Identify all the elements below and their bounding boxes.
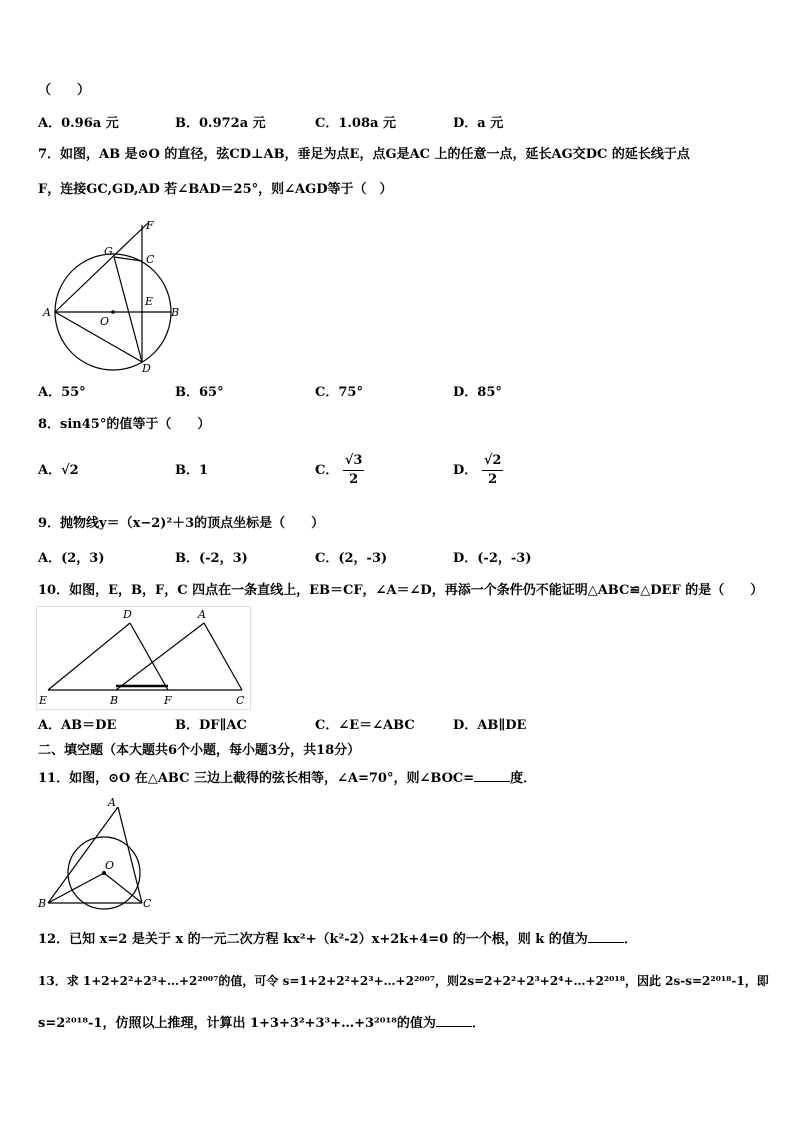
q9-stem: 9．抛物线y＝（x−2)²＋3的顶点坐标是（ ） <box>38 516 325 531</box>
q7-label-c: C <box>146 253 155 266</box>
q8-option-d: D． $\frac{√2}{2}$ <box>453 453 502 487</box>
q10-stem: 10．如图，E，B，F，C 四点在一条直线上，EB＝CF，∠A＝∠D，再添一个条件仍不能证明△ABC≌△DEF 的是（ ） <box>38 583 764 598</box>
section-heading: 二、填空题（本大题共6个小题，每小题3分，共18分） <box>38 743 361 758</box>
q9-option-b: B．(-2，3) <box>175 551 248 566</box>
q7-label-e: E <box>145 295 154 308</box>
q13-line1: 13．求 1+2+2²+2³+…+2²⁰⁰⁷的值，可令 s=1+2+2²+2³+…+2²⁰⁰⁷，则2s=2+2²+2³+2⁴+…+2²⁰¹⁸，因此 2s-s=2²⁰¹⁸-1，即 <box>38 974 769 988</box>
q11-label-b: B <box>38 897 47 910</box>
q12-stem: 12．已知 x=2 是关于 x 的一元二次方程 kx²+（k²-2）x+2k+4=0 的一个根，则 k 的值为 ． <box>38 932 637 947</box>
q10-option-b: B．DF∥AC <box>175 718 247 733</box>
q10-label-b: B <box>110 694 119 707</box>
q6-option-d: D．a 元 <box>453 116 504 131</box>
q7-label-f: F <box>146 219 154 232</box>
q10-figure <box>36 606 251 710</box>
q7-figure <box>38 215 188 375</box>
q7-label-a: A <box>43 306 51 319</box>
q10-label-e: E <box>39 694 48 707</box>
q7-option-c: C．75° <box>315 385 363 400</box>
q9-option-c: C．(2，-3) <box>315 551 388 566</box>
q11-stem: 11．如图，⊙O 在△ABC 三边上截得的弦长相等，∠A=70°，则∠BOC= 度． <box>38 771 537 786</box>
q11-label-c: C <box>143 897 152 910</box>
q8-option-b: B．1 <box>175 463 209 478</box>
q11-answer-blank <box>474 769 510 782</box>
q11-figure <box>36 795 156 915</box>
q11-label-o: O <box>105 859 115 872</box>
q8-option-a: A．√2 <box>38 463 79 478</box>
q7-option-b: B．65° <box>175 385 224 400</box>
q7-label-d: D <box>142 362 151 375</box>
q10-label-a: A <box>198 608 206 621</box>
q7-label-o: O <box>100 315 110 328</box>
q13-answer-blank <box>436 1014 472 1027</box>
q6-paren: （ ） <box>38 83 91 98</box>
q7-stem-line2: F，连接GC,GD,AD 若∠BAD＝25°，则∠AGD等于（ ） <box>38 182 393 197</box>
q10-label-f: F <box>164 694 172 707</box>
q10-label-c: C <box>236 694 245 707</box>
q9-option-d: D．(-2，-3) <box>453 551 532 566</box>
q7-option-d: D．85° <box>453 385 502 400</box>
q10-option-c: C．∠E＝∠ABC <box>315 718 415 733</box>
q8-stem: 8．sin45°的值等于（ ） <box>38 417 211 432</box>
q12-answer-blank <box>588 930 624 943</box>
q10-option-d: D．AB∥DE <box>453 718 527 733</box>
q13-line2: s=2²⁰¹⁸-1，仿照以上推理，计算出 1+3+3²+3³+…+3²⁰¹⁸的值为 ． <box>38 1016 485 1031</box>
q9-option-a: A．(2，3) <box>38 551 105 566</box>
q7-option-a: A．55° <box>38 385 86 400</box>
q10-label-d: D <box>123 608 132 621</box>
q6-option-b: B．0.972a 元 <box>175 116 266 131</box>
q8-option-c: C． $\frac{√3}{2}$ <box>315 453 363 487</box>
q10-option-a: A．AB＝DE <box>38 718 117 733</box>
q7-label-b: B <box>171 306 180 319</box>
q7-stem-line1: 7．如图，AB 是⊙O 的直径，弦CD⊥AB，垂足为点E，点G是AC 上的任意一点，延长AG交DC 的延长线于点 <box>38 147 690 162</box>
q6-option-c: C．1.08a 元 <box>315 116 396 131</box>
q7-label-g: G <box>104 245 113 258</box>
q11-label-a: A <box>108 796 116 809</box>
q6-option-a: A．0.96a 元 <box>38 116 119 131</box>
